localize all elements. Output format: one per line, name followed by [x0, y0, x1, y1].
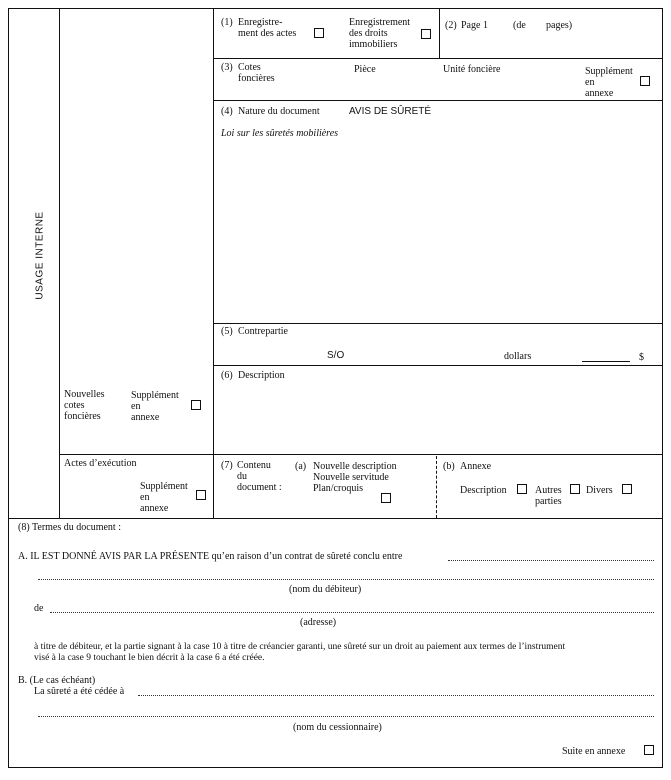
left-col-divider — [213, 8, 214, 518]
field7-description: Description — [460, 485, 507, 496]
h-line-3 — [213, 323, 663, 324]
field3-unite: Unité foncière — [443, 64, 501, 75]
field7-autres: Autres parties — [535, 485, 562, 507]
field8-a-dots-2[interactable] — [38, 579, 654, 580]
field2-num: (2) — [445, 20, 457, 31]
field8-para1: à titre de débiteur, et la partie signant à la case 10 à titre de créancier garanti, une sûreté sur un droit au paiement aux termes de l’instrument — [34, 642, 566, 652]
field5-so: S/O — [327, 350, 345, 361]
field6-num: (6) — [221, 370, 233, 381]
h-line-1 — [213, 58, 663, 59]
h-line-5 — [60, 454, 663, 455]
f1-f2-divider — [439, 8, 440, 58]
h-line-2 — [213, 100, 663, 101]
field7-a-text: Nouvelle description Nouvelle servitude Plan/croquis — [313, 461, 397, 494]
field7-a: (a) — [295, 461, 307, 472]
field8-de-dots[interactable] — [50, 612, 654, 613]
field5-dollars: dollars — [504, 351, 532, 362]
field8-a-dots-1[interactable] — [448, 560, 654, 561]
field8-nom-debiteur: (nom du débiteur) — [289, 584, 362, 595]
usage-interne-label: USAGE INTERNE — [34, 211, 46, 300]
field5-num: (5) — [221, 326, 233, 337]
frame-top — [8, 8, 663, 9]
field8-a-text: A. IL EST DONNÉ AVIS PAR LA PRÉSENTE qu’en raison d’un contrat de sûreté conclu entre — [18, 551, 403, 562]
nouvelles-supplement: Supplément en annexe — [131, 390, 179, 423]
field8-cedee-dots-1[interactable] — [138, 695, 654, 696]
field1-checkbox-actes[interactable] — [314, 28, 324, 38]
field4-value: AVIS DE SÛRETÉ — [349, 106, 432, 117]
field8-suite: Suite en annexe — [562, 746, 626, 757]
field7-b: (b) — [443, 461, 455, 472]
frame-right — [662, 8, 663, 768]
field1-label: Enregistre- ment des actes — [238, 17, 297, 39]
field6-label: Description — [238, 370, 285, 381]
field5-amount-line[interactable] — [582, 361, 630, 362]
frame-bottom — [8, 767, 663, 768]
field7-num: (7) — [221, 460, 233, 471]
field2-pages: pages) — [546, 20, 573, 31]
field3-piece: Pièce — [354, 64, 376, 75]
field8-nom-cessionnaire: (nom du cessionnaire) — [293, 722, 382, 733]
actes-supplement: Supplément en annexe — [140, 481, 188, 514]
actes-execution-label: Actes d’exécution — [64, 458, 137, 469]
field7-autres-checkbox[interactable] — [570, 484, 580, 494]
h-line-4 — [213, 365, 663, 366]
field2-de: (de — [513, 20, 526, 31]
field7-description-checkbox[interactable] — [517, 484, 527, 494]
field7-b-label: Annexe — [460, 461, 492, 472]
field8-adresse: (adresse) — [300, 617, 337, 628]
field5-dollar-sign: $ — [639, 352, 644, 363]
field5-label: Contrepartie — [238, 326, 288, 337]
field8-de: de — [34, 603, 44, 614]
frame-left — [8, 8, 9, 768]
field4-num: (4) — [221, 106, 233, 117]
field3-cotes: Cotes foncières — [238, 62, 275, 84]
field8-para2: visé à la case 9 touchant le bien décrit à la case 6 a été créée. — [34, 653, 265, 663]
field3-supplement: Supplément en annexe — [585, 66, 633, 99]
field8-title: (8) Termes du document : — [18, 522, 121, 533]
field2-page: Page 1 — [461, 20, 488, 31]
field8-suite-checkbox[interactable] — [644, 745, 654, 755]
field7-label: Contenu du document : — [237, 460, 282, 493]
field1-num: (1) — [221, 17, 233, 28]
nouvelles-checkbox[interactable] — [191, 400, 201, 410]
field4-label: Nature du document — [238, 106, 320, 117]
field3-checkbox[interactable] — [640, 76, 650, 86]
field1-label2: Enregistrement des droits immobiliers — [349, 17, 411, 50]
field8-b-text: B. (Le cas échéant) — [18, 675, 96, 686]
field3-num: (3) — [221, 62, 233, 73]
field7-a-checkbox[interactable] — [381, 493, 391, 503]
field8-cedee: La sûreté a été cédée à — [34, 686, 125, 697]
field7-divers-checkbox[interactable] — [622, 484, 632, 494]
h-line-6 — [8, 518, 663, 519]
field7-divers: Divers — [586, 485, 613, 496]
nouvelles-cotes-label: Nouvelles cotes foncières — [64, 389, 105, 422]
usage-col-divider — [59, 8, 60, 518]
field4-sub: Loi sur les sûretés mobilières — [221, 128, 339, 139]
field1-checkbox-droits[interactable] — [421, 29, 431, 39]
f7-divider — [436, 456, 437, 518]
actes-checkbox[interactable] — [196, 490, 206, 500]
field8-cedee-dots-2[interactable] — [38, 716, 654, 717]
